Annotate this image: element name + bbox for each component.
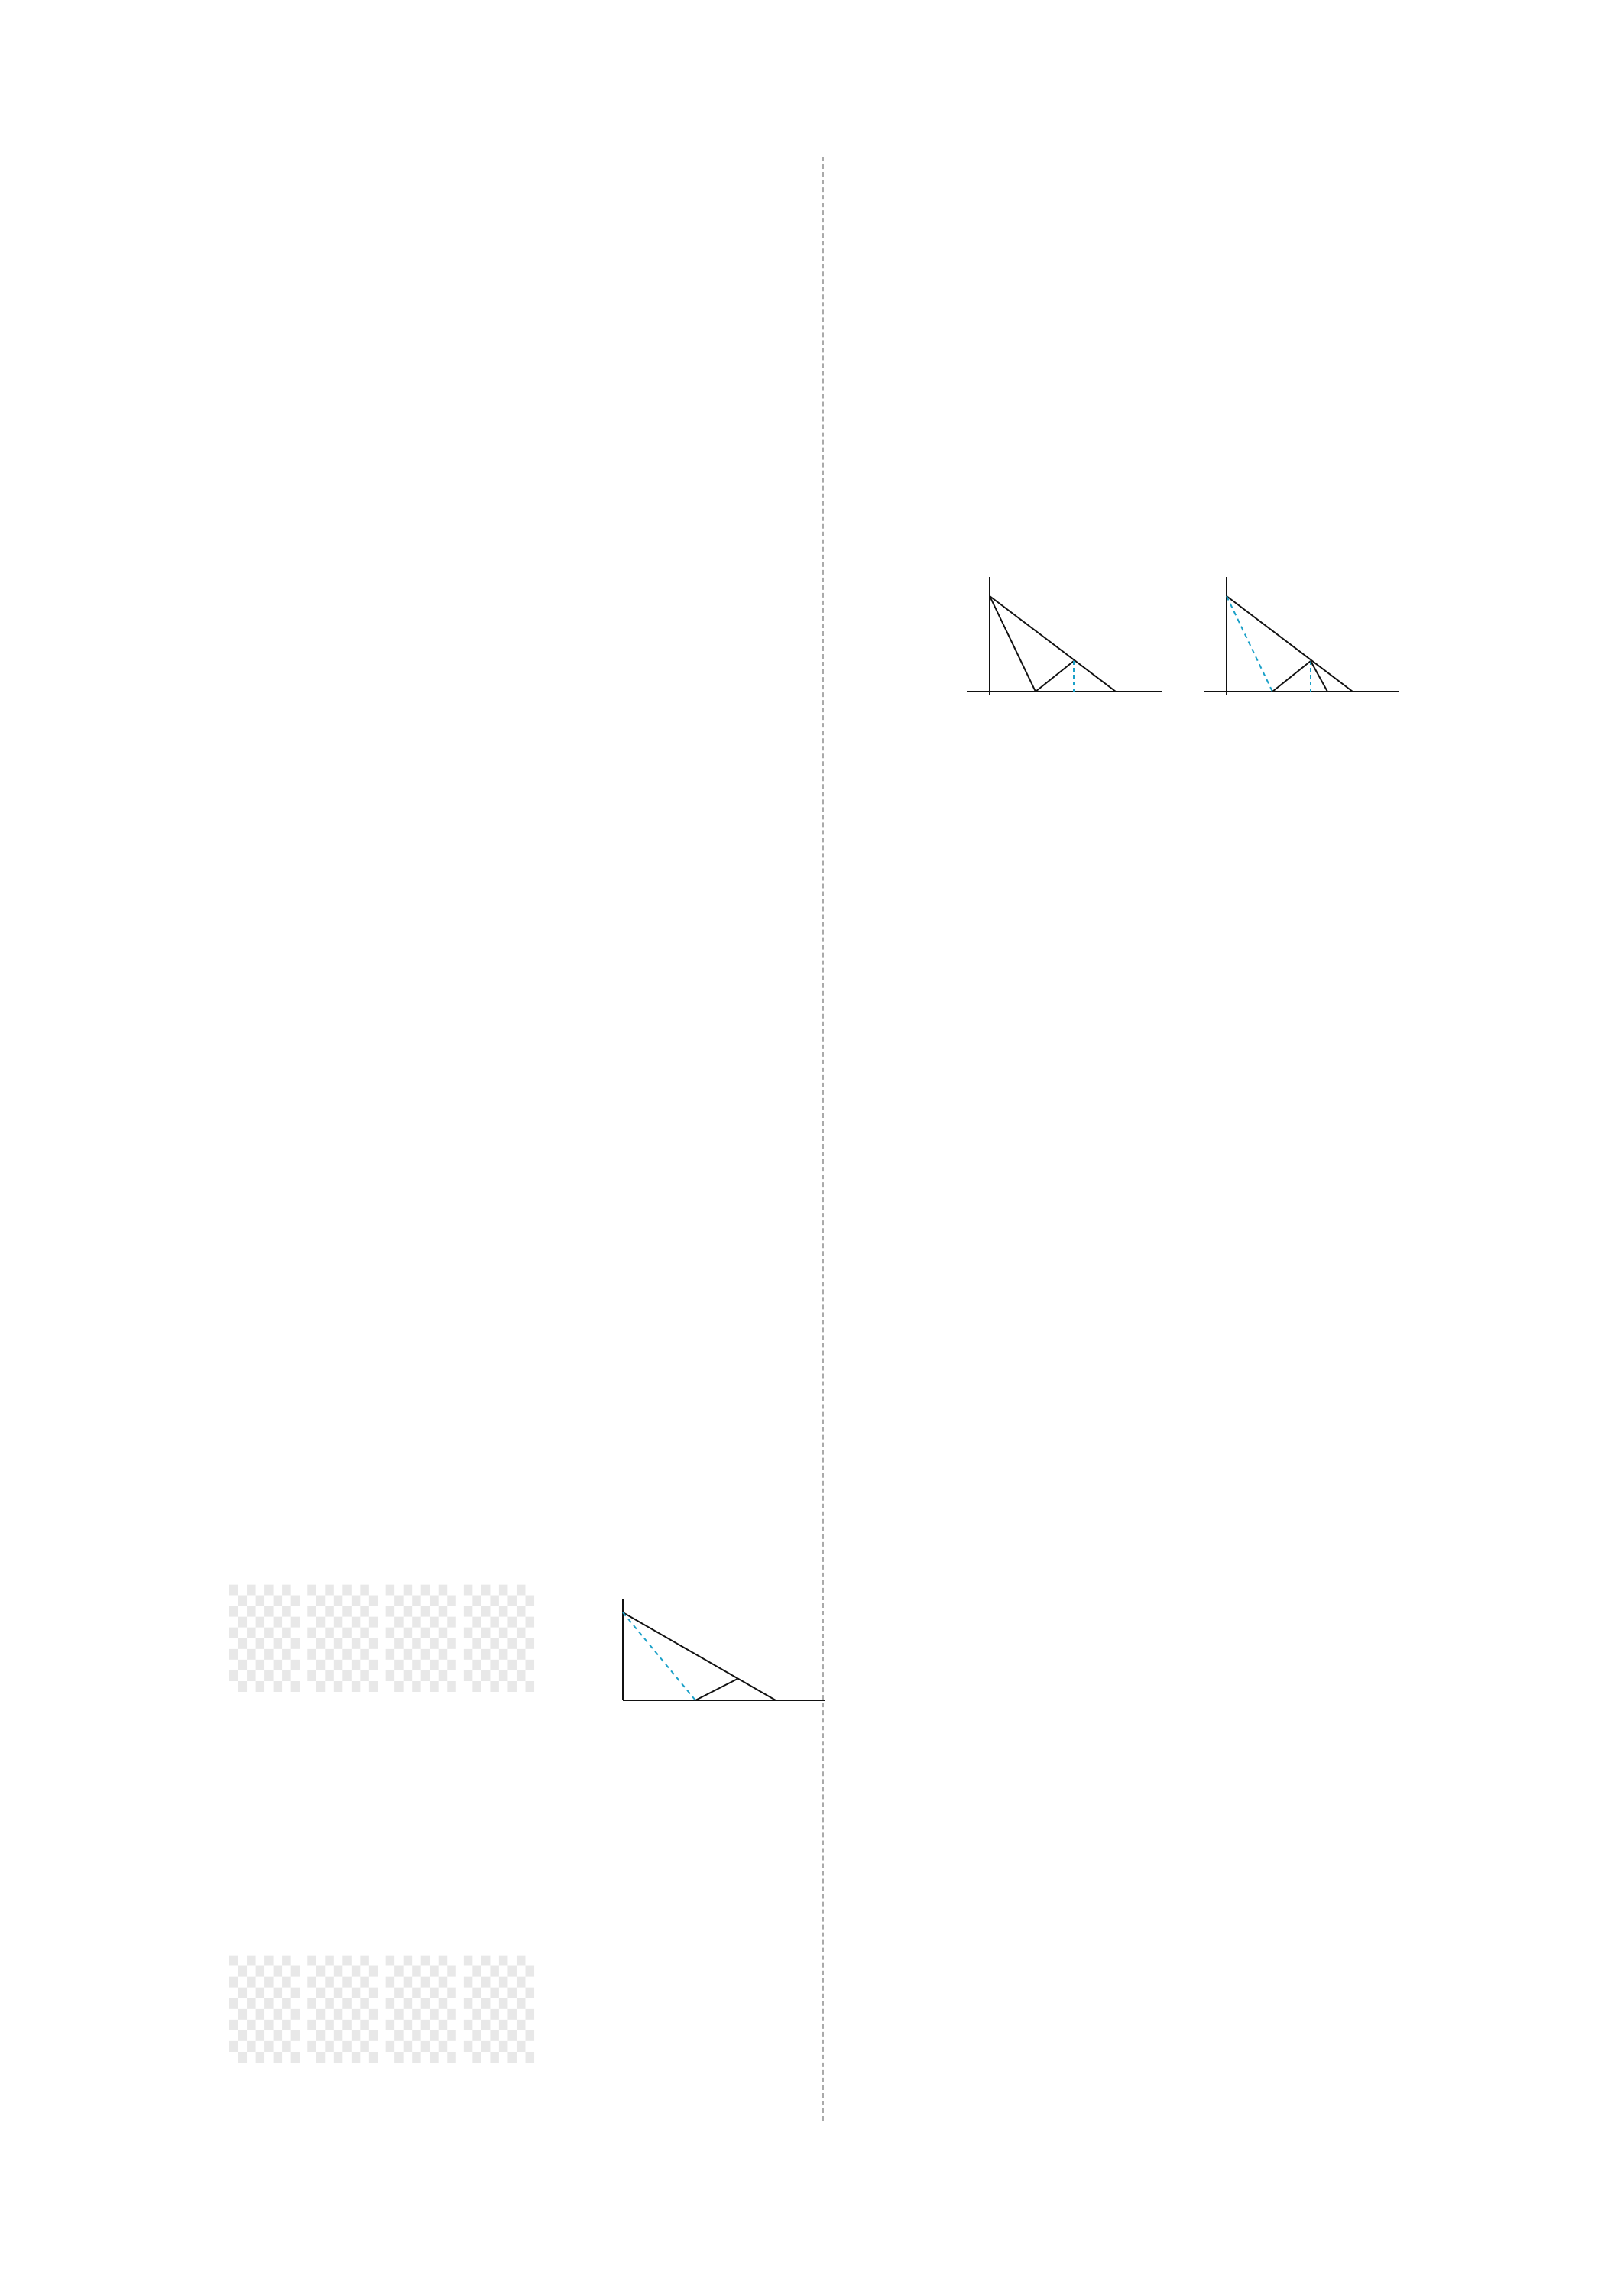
section-title	[841, 374, 1444, 429]
fig2-pc	[1036, 661, 1074, 692]
watermark-mark-bottom: ▒▒▒▒	[229, 1956, 543, 2063]
figure-2	[959, 569, 1165, 707]
chapter-title	[841, 313, 1444, 374]
fig1-line-ab	[623, 1612, 776, 1700]
fig1-pc	[695, 1679, 737, 1700]
fig1-bp	[623, 1612, 695, 1700]
figure-3	[1196, 569, 1402, 707]
watermark-mark-top: ▒▒▒▒	[229, 1586, 543, 1692]
fig2-bp	[990, 596, 1036, 692]
fig3-pc	[1272, 661, 1311, 692]
fig3-bp	[1227, 596, 1272, 692]
right-column	[841, 153, 1444, 429]
column-divider	[822, 157, 824, 2121]
figures-2-3-spacer	[841, 153, 1444, 313]
figure-1	[608, 1593, 829, 1716]
